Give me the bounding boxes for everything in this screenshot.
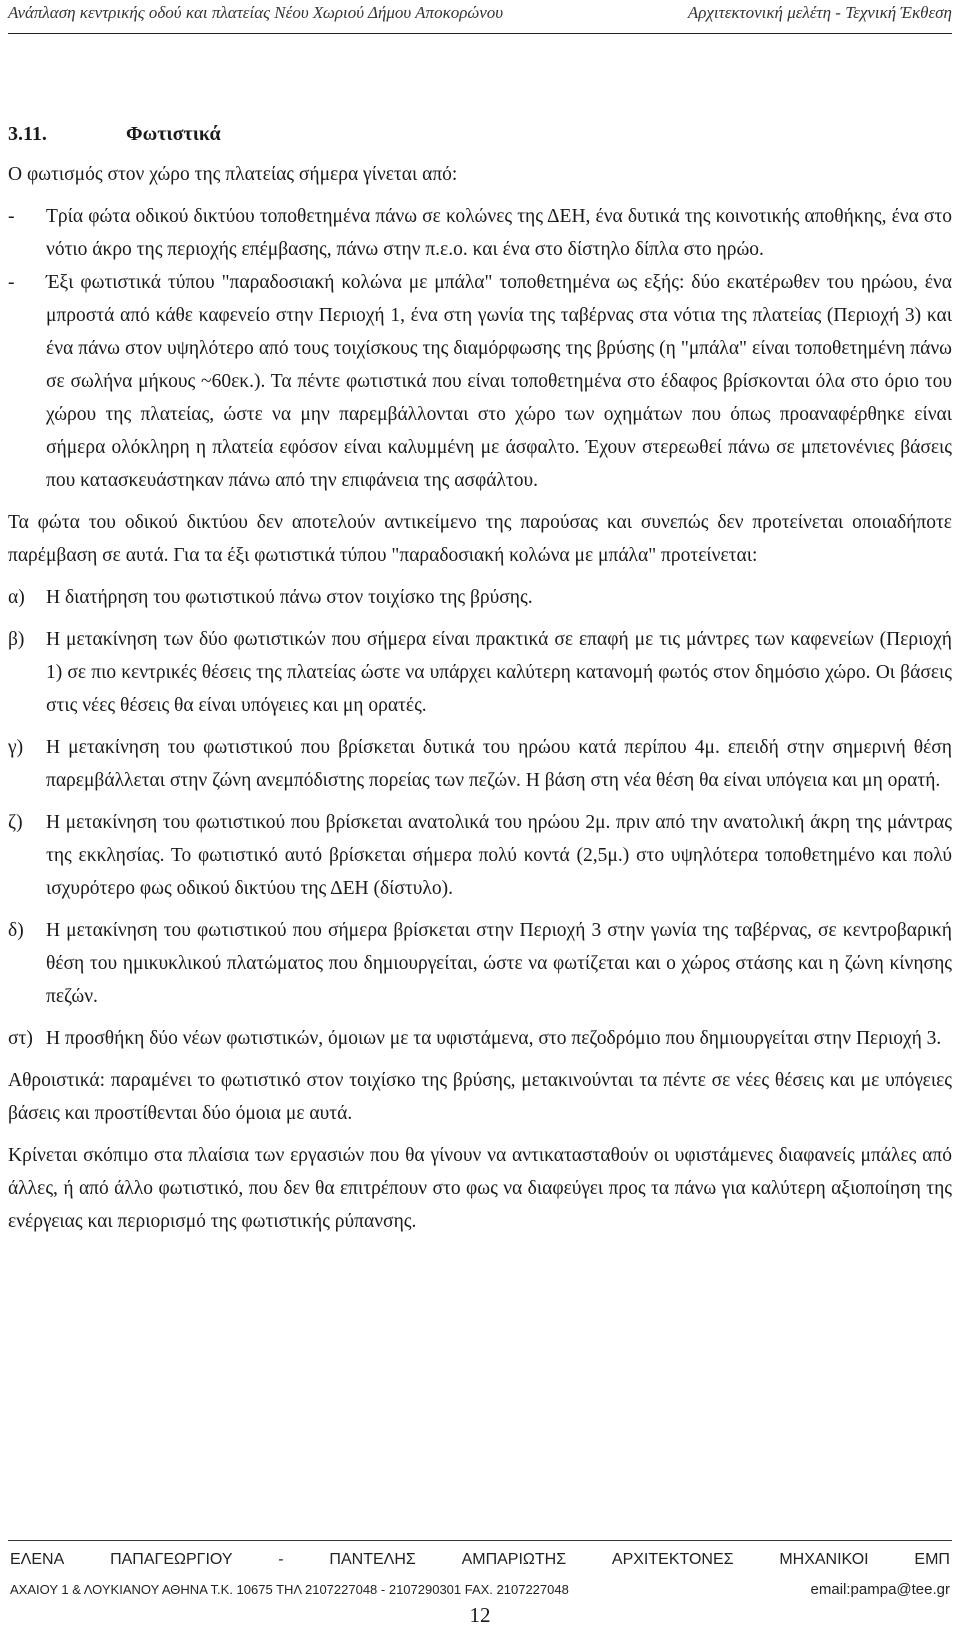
letter-item: [8, 731, 952, 797]
footer-name: -: [278, 1551, 284, 1568]
letter-marker: γ): [8, 737, 24, 758]
intro-paragraph: Ο φωτισμός στον χώρο της πλατείας σήμερα γίνεται από:: [8, 164, 458, 185]
letter-marker: δ): [8, 920, 24, 941]
footer-email[interactable]: email:pampa@tee.gr: [810, 1581, 950, 1598]
letter-item: [8, 1022, 952, 1055]
letter-item: [8, 581, 952, 614]
dash-item: [8, 200, 952, 266]
footer-address: ΑΧΑΙΟΥ 1 & ΛΟΥΚΙΑΝΟΥ ΑΘΗΝΑ Τ.Κ. 10675 ΤΗΛ 2107227048 - 2107290301 FAX. 2107227048: [10, 1582, 569, 1597]
letter-marker: ζ): [8, 812, 23, 833]
summary-paragraph: Αθροιστικά: παραμένει το φωτιστικό στον τοιχίσκο της βρύσης, μετακινούνται τα πέντε σε νέες θέσεις και με υπόγειες βάσεις και προστίθενται δύο όμοια με αυτά.: [8, 1070, 952, 1124]
page-header: [8, 3, 952, 34]
section-number: 3.11.: [8, 123, 47, 145]
section-title: Φωτιστικά: [126, 123, 221, 145]
letter-item-text: Η μετακίνηση του φωτιστικού που βρίσκεται ανατολικά του ηρώου 2μ. πριν από την ανατολική άκρη της μάντρας της εκκλησίας. Το φωτιστικό αυτό βρίσκεται σήμερα πολύ κοντά (2,5μ.) στο υψηλότερα τοποθετημένο και πολύ ισχυρότερο φως οδικού δικτύου της ΔΕΗ (δίστυλο).: [46, 812, 952, 899]
letter-item: [8, 806, 952, 905]
light-pollution-paragraph: Κρίνεται σκόπιμο στα πλαίσια των εργασιών που θα γίνουν να αντικατασταθούν οι υφιστάμενες διαφανείς μπάλες από άλλες, ή από άλλο φωτιστικό, που δεν θα επιτρέπουν στο φως να διαφεύγει προς τα πάνω για καλύτερη αξιοποίηση της ενέργειας και περιορισμό της φωτιστικής ρύπανσης.: [8, 1145, 952, 1232]
dash-marker: -: [8, 206, 15, 227]
dash-marker: -: [8, 272, 15, 293]
letter-item-text: Η διατήρηση του φωτιστικού πάνω στον τοιχίσκο της βρύσης.: [46, 587, 533, 608]
footer-name: ΠΑΠΑΓΕΩΡΓΙΟΥ: [110, 1551, 233, 1568]
letter-item: [8, 623, 952, 722]
section-heading: [8, 118, 952, 152]
page-number: 12: [469, 1603, 491, 1627]
document-body: [8, 118, 952, 1238]
header-document-type: Αρχιτεκτονική μελέτη - Τεχνική Έκθεση: [687, 3, 952, 22]
footer-name: ΑΡΧΙΤΕΚΤΟΝΕΣ: [611, 1551, 734, 1568]
footer-divider: [8, 1540, 952, 1541]
proposal-paragraph: Τα φώτα του οδικού δικτύου δεν αποτελούν αντικείμενο της παρούσας και συνεπώς δεν προτείνεται οποιαδήποτε παρέμβαση σε αυτά. Για τα έξι φωτιστικά τύπου "παραδοσιακή κολώνα με μπάλα" προτείνεται:: [8, 512, 952, 566]
letter-marker: στ): [8, 1028, 33, 1049]
letter-item-text: Η μετακίνηση του φωτιστικού που σήμερα βρίσκεται στην Περιοχή 3 στην γωνία της ταβέρνας, σε κεντροβαρική θέση του ημικυκλικού πλατώματος που δημιουργείται, ώστε να φωτίζεται και ο χώρος στάσης και η ζώνη κίνησης πεζών.: [46, 920, 952, 1007]
header-project-title: Ανάπλαση κεντρικής οδού και πλατείας Νέου Χωριού Δήμου Αποκορώνου: [8, 3, 504, 22]
letter-item-text: Η μετακίνηση του φωτιστικού που βρίσκεται δυτικά του ηρώου κατά περίπου 4μ. επειδή στην σημερινή θέση παρεμβάλλεται στην ζώνη ανεμπόδιστης πορείας των πεζών. Η βάση στη νέα θέση θα είναι υπόγεια και μη ορατή.: [46, 737, 952, 791]
footer-contact: [10, 1581, 950, 1598]
letter-item-text: Η μετακίνηση των δύο φωτιστικών που σήμερα είναι πρακτικά σε επαφή με τις μάντρες των καφενείων (Περιοχή 1) σε πιο κεντρικές θέσεις της πλατείας ώστε να υπάρχει καλύτερη κατανομή φωτός στον δημόσιο χώρο. Οι βάσεις στις νέες θέσεις θα είναι υπόγειες και μη ορατές.: [46, 629, 952, 716]
footer-name: ΕΜΠ: [914, 1551, 950, 1568]
footer-authors: [10, 1551, 950, 1569]
letter-marker: α): [8, 587, 25, 608]
dash-item-text: Έξι φωτιστικά τύπου "παραδοσιακή κολώνα με μπάλα" τοποθετημένα ως εξής: δύο εκατέρωθεν του ηρώου, ένα μπροστά από κάθε καφενείο στην Περιοχή 1, ένα στη γωνία της ταβέρνας στα νότια της πλατείας (Περιοχή 3) και ένα πάνω στον υψηλότερο από τους τοιχίσκους της διαμόρφωσης της βρύσης (η "μπάλα" είναι τοποθετημένη πάνω σε σωλήνα μήκους ~60εκ.). Τα πέντε φωτιστικά που είναι τοποθετημένα στο έδαφος βρίσκονται όλα στο όριο του χώρου της πλατείας, ώστε να μην παρεμβάλλονται στο χώρο των οχημάτων που όπως προαναφέρθηκε είναι σήμερα ολόκληρη η πλατεία εφόσον είναι καλυμμένη με άσφαλτο. Έχουν στερεωθεί πάνω σε μπετονένιες βάσεις που κατασκευάστηκαν πάνω από την επιφάνεια της ασφάλτου.: [46, 272, 952, 491]
letter-item: [8, 914, 952, 1013]
dash-item-text: Τρία φώτα οδικού δικτύου τοποθετημένα πάνω σε κολώνες της ΔΕΗ, ένα δυτικά της κοινοτικής αποθήκης, ένα στο νότιο άκρο της περιοχής επέμβασης, πάνω στην π.ε.ο. και ένα στο δίστηλο δίπλα στο ηρώο.: [46, 206, 952, 260]
footer-name: ΑΜΠΑΡΙΩΤΗΣ: [461, 1551, 567, 1568]
footer-name: ΜΗΧΑΝΙΚΟΙ: [779, 1551, 869, 1568]
letter-marker: β): [8, 629, 25, 650]
footer-name: ΕΛΕΝΑ: [10, 1551, 65, 1568]
letter-item-text: Η προσθήκη δύο νέων φωτιστικών, όμοιων με τα υφιστάμενα, στο πεζοδρόμιο που δημιουργείται στην Περιοχή 3.: [46, 1028, 942, 1049]
footer-name: ΠΑΝΤΕΛΗΣ: [329, 1551, 416, 1568]
dash-item: [8, 266, 952, 497]
